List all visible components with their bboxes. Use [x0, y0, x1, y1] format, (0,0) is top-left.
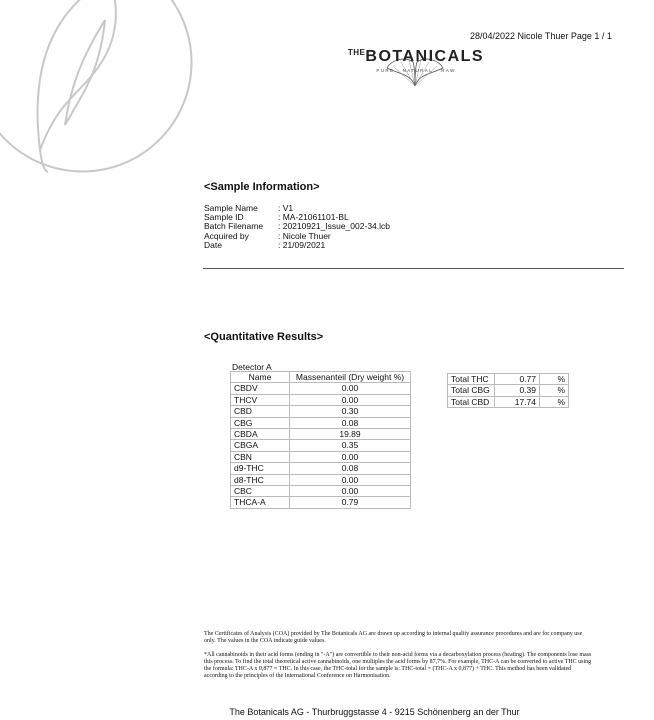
info-value: : V1 [278, 203, 294, 213]
totals-table [447, 373, 569, 408]
totals-row [448, 385, 569, 396]
total-unit: % [540, 374, 569, 385]
cell-name: CBG [231, 417, 290, 428]
cell-value: 0.00 [290, 474, 411, 485]
brand-word: BOTANICALS [365, 48, 485, 65]
cell-value: 0.00 [290, 451, 411, 462]
total-label: Total CBG [448, 385, 495, 396]
cell-name: CBD [231, 406, 290, 417]
info-label: Acquired by [204, 230, 249, 241]
total-label: Total THC [448, 374, 495, 385]
info-label: Batch Filename [204, 221, 264, 232]
sample-info-block [204, 204, 390, 250]
brand-tagline: PURE · NATURAL · RAW [376, 68, 456, 73]
footnote-disclaimer: The Certificates of Analysis (COA) provided by The Botanicals AG are drawn up according to internal quality assurance procedures and are for company use only. The values in the COA indicate guide values. [204, 631, 583, 644]
cell-value: 0.00 [290, 383, 411, 394]
info-label: Sample ID [204, 212, 244, 223]
info-label: Sample Name [204, 203, 258, 213]
col-value-header: Massenanteil (Dry weight %) [290, 372, 411, 383]
cell-name: d9-THC [231, 463, 290, 474]
sample-info-title: <Sample Information> [204, 181, 320, 193]
info-label: Date [204, 239, 222, 250]
table-row [231, 429, 411, 440]
cell-name: CBC [231, 486, 290, 497]
info-value: : 21/09/2021 [278, 239, 326, 250]
table-row [231, 394, 411, 405]
page-header-meta: 28/04/2022 Nicole Thuer Page 1 / 1 [470, 31, 612, 41]
cell-value: 0.08 [290, 417, 411, 428]
total-value: 0.39 [495, 385, 540, 396]
cell-value: 0.79 [290, 497, 411, 508]
cell-value: 0.35 [290, 440, 411, 451]
footer-address: The Botanicals AG - Thurbruggstasse 4 - 9215 Schönenberg an der Thur [229, 707, 520, 717]
total-value: 0.77 [495, 374, 540, 385]
table-row [231, 383, 411, 394]
table-row [231, 497, 411, 508]
total-unit: % [540, 385, 569, 396]
table-row [231, 406, 411, 417]
table-row [231, 451, 411, 462]
brand-prefix: THE [347, 48, 366, 57]
section-divider [203, 268, 624, 269]
table-row [231, 486, 411, 497]
cell-name: d8-THC [231, 474, 290, 485]
detector-label: Detector A [232, 362, 272, 372]
cell-value: 0.30 [290, 406, 411, 417]
cell-name: CBN [231, 451, 290, 462]
cell-name: CBDA [231, 429, 290, 440]
table-row [231, 463, 411, 474]
table-row [231, 440, 411, 451]
totals-row [448, 374, 569, 385]
brand-name [330, 48, 502, 66]
cell-value: 0.08 [290, 463, 411, 474]
footnote-decarboxylation: *All cannabinoids in their acid forms (ending in "-A") are convertible to their non-acid forms via a decarboxylation process (heating). The components lose mass this process. To find the total theoretical active cannabinoids, one multiples the acid forms by 87,7%. For example, THC-A can be converted to active THC using the formula: THC-A x 0,877 = THC. In this case, the THC-total for the sample is: THC-total = (THC-A x 0,877) + THC. This method has been validated according to the principles of the International Conference on Harmonisation. [204, 652, 592, 679]
info-row [204, 241, 390, 250]
results-title: <Quantitative Results> [204, 331, 324, 343]
info-value: : MA-21061101-BL [278, 212, 349, 223]
leaf-watermark-icon [0, 0, 195, 175]
cell-name: THCA-A [231, 497, 290, 508]
cell-name: CBDV [231, 383, 290, 394]
cell-name: THCV [231, 394, 290, 405]
info-value: : Nicole Thuer [278, 230, 331, 241]
table-header-row [231, 372, 411, 383]
brand-logo [330, 48, 502, 73]
cell-value: 0.00 [290, 486, 411, 497]
cell-value: 19.89 [290, 429, 411, 440]
total-value: 17.74 [495, 396, 540, 407]
table-row [231, 417, 411, 428]
cell-name: CBGA [231, 440, 290, 451]
cell-value: 0.00 [290, 394, 411, 405]
total-label: Total CBD [448, 396, 495, 407]
totals-row [448, 396, 569, 407]
info-value: : 20210921_Issue_002-34.lcb [278, 221, 391, 232]
table-row [231, 474, 411, 485]
results-table [230, 371, 411, 509]
col-name-header: Name [231, 372, 290, 383]
total-unit: % [540, 396, 569, 407]
